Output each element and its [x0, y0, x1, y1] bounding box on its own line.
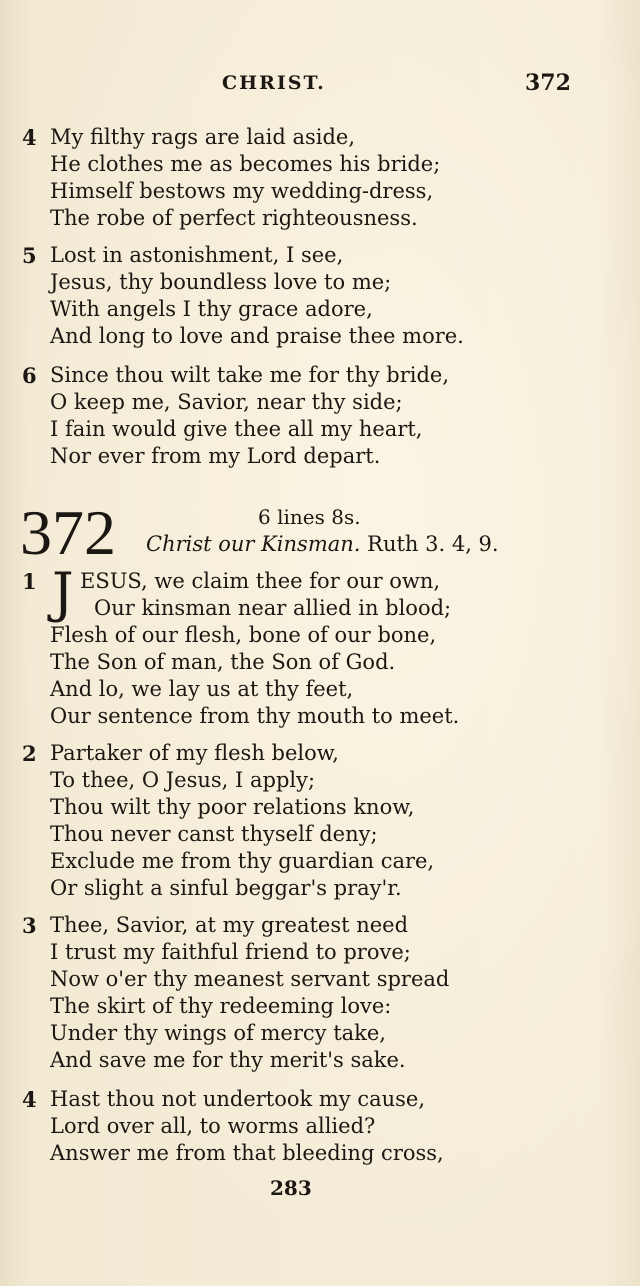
verse-line: Now o'er thy meanest servant spread [50, 967, 450, 991]
scripture-reference: Ruth 3. 4, 9. [367, 532, 499, 556]
verse-line: Flesh of our flesh, bone of our bone, [50, 623, 437, 647]
stanza-number: 1 [22, 569, 37, 594]
stanza [22, 561, 622, 730]
stanza-number: 6 [22, 363, 37, 388]
verse-line: Our kinsman near allied in blood; [94, 596, 452, 620]
verse-line: Answer me from that bleeding cross, [50, 1141, 444, 1165]
verse-line: Himself bestows my wedding-dress, [50, 179, 434, 203]
stanza-number: 4 [22, 125, 37, 150]
verse-line: I trust my faithful friend to prove; [50, 940, 411, 964]
stanza-number: 3 [22, 913, 37, 938]
verse-line: Lord over all, to worms allied? [50, 1114, 376, 1138]
stanza [22, 912, 622, 1074]
stanza [22, 740, 622, 902]
verse-line: Thou wilt thy poor relations know, [50, 795, 415, 819]
verse-line: And save me for thy merit's sake. [50, 1048, 406, 1072]
verse-line: Jesus, thy boundless love to me; [50, 270, 392, 294]
verse-line: 4 My filthy rags are laid aside, [22, 125, 356, 150]
drop-cap: J [52, 561, 74, 624]
verse-line: With angels I thy grace adore, [50, 297, 373, 321]
stanza-number: 2 [22, 741, 37, 766]
page-number: 283 [270, 1176, 312, 1200]
header-hymn-reference: 372 [525, 70, 571, 96]
running-header: CHRIST. [222, 72, 326, 94]
verse-line: The Son of man, the Son of God. [50, 650, 396, 674]
verse-line: And lo, we lay us at thy feet, [50, 677, 354, 701]
hymn-subtitle [146, 532, 499, 556]
verse-line: O keep me, Savior, near thy side; [50, 390, 403, 414]
stanza [22, 242, 622, 350]
verse-line: Our sentence from thy mouth to meet. [50, 704, 460, 728]
hymn-number: 372 [20, 497, 116, 568]
verse-line: Under thy wings of mercy take, [50, 1021, 386, 1045]
verse-line: The robe of perfect righteousness. [50, 206, 418, 230]
verse-line: 3 Thee, Savior, at my greatest need [22, 913, 409, 938]
verse-line: 6 Since thou wilt take me for thy bride, [22, 363, 449, 388]
verse-line: 1 J ESUS, we claim thee for our own, [22, 561, 441, 624]
verse-line: 4 Hast thou not undertook my cause, [22, 1087, 426, 1112]
verse-line: The skirt of thy redeeming love: [50, 994, 392, 1018]
verse-line: To thee, O Jesus, I apply; [50, 768, 316, 792]
hymn-title: Christ our Kinsman. [146, 532, 361, 556]
stanza [22, 1086, 622, 1167]
stanza-number: 4 [22, 1087, 37, 1112]
stanza-number: 5 [22, 243, 37, 268]
verse-line: He clothes me as becomes his bride; [50, 152, 441, 176]
verse-line: 5 Lost in astonishment, I see, [22, 243, 344, 268]
verse-line: I fain would give thee all my heart, [50, 417, 423, 441]
stanza [22, 124, 622, 232]
verse-line: Exclude me from thy guardian care, [50, 849, 435, 873]
verse-line: Thou never canst thyself deny; [50, 822, 378, 846]
verse-line: 2 Partaker of my flesh below, [22, 741, 339, 766]
stanza [22, 362, 622, 470]
verse-line: And long to love and praise thee more. [50, 324, 464, 348]
verse-line: Nor ever from my Lord depart. [50, 444, 381, 468]
hymn-meter: 6 lines 8s. [258, 505, 361, 529]
verse-line: Or slight a sinful beggar's pray'r. [50, 876, 402, 900]
